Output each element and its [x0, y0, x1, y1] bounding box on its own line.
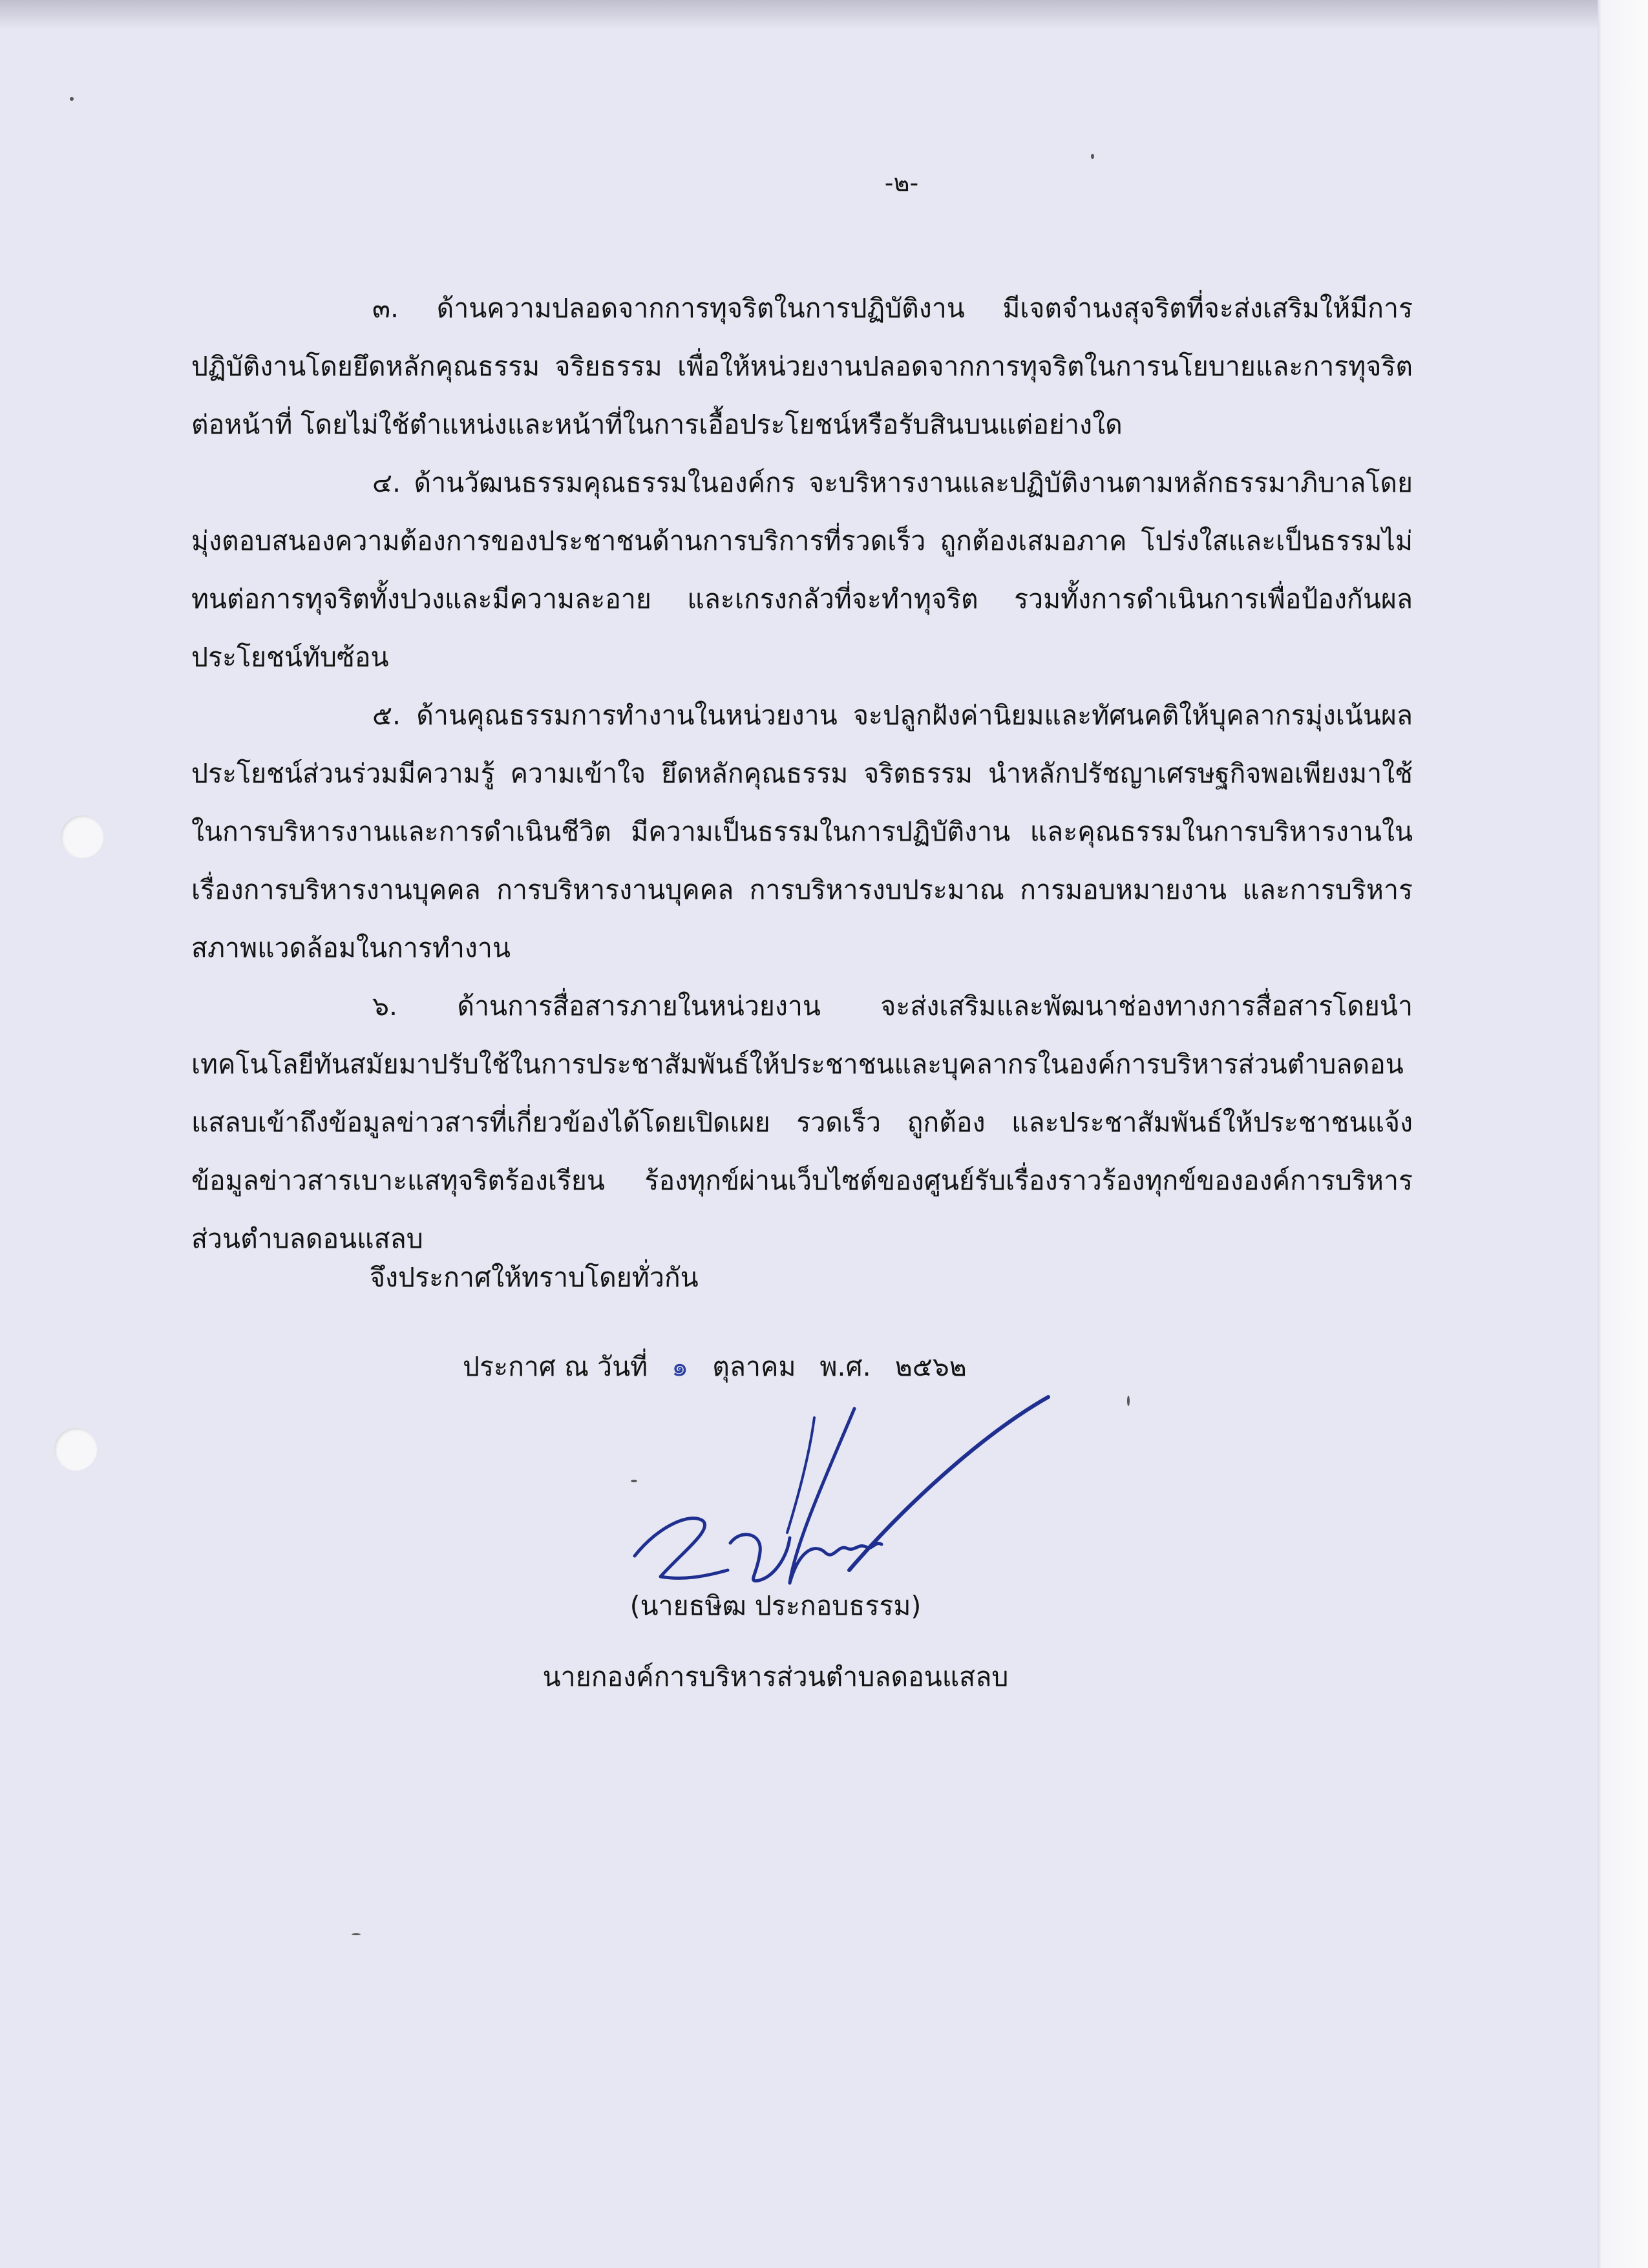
signer-name: (นายธษิฒ ประกอบธรรม) [629, 1590, 922, 1621]
date-day: ๑ [671, 1351, 689, 1382]
scan-speck [1091, 154, 1094, 159]
scan-speck [352, 1933, 361, 1935]
paragraph-4: ๔. ด้านวัฒนธรรมคุณธรรมในองค์กร จะบริหารงานและปฏิบัติงานตามหลักธรรมาภิบาลโดยมุ่งตอบสนองความต้องการของประชาชนด้านการบริการที่รวดเร็ว ถูกต้องเสมอภาค โปร่งใสและเป็นธรรมไม่ทนต่อการทุจริตทั้งปวงและมีความละอาย และเกรงกลัวที่จะทำทุจริต รวมทั้งการดำเนินการเพื่อป้องกันผลประโยชน์ทับซ้อน [191, 467, 1413, 673]
punch-hole [61, 815, 103, 858]
signature-graphic [620, 1383, 1060, 1602]
punch-hole [54, 1428, 97, 1471]
paragraph-3: ๓. ด้านความปลอดจากการทุจริตในการปฏิบัติงาน มีเจตจำนงสุจริตที่จะส่งเสริมให้มีการปฏิบัติงานโดยยึดหลักคุณธรรม จริยธรรม เพื่อให้หน่วยงานปลอดจากการทุจริตในการนโยบายและการทุจริตต่อหน้าที่ โดยไม่ใช้ตำแหน่งและหน้าที่ในการเอื้อประโยชน์หรือรับสินบนแต่อย่างใด [191, 293, 1413, 440]
paragraph-6: ๖. ด้านการสื่อสารภายในหน่วยงาน จะส่งเสริมและพัฒนาช่องทางการสื่อสารโดยนำเทคโนโลยีทันสมัยมาปรับใช้ในการประชาสัมพันธ์ให้ประชาชนและบุคลากรในองค์การบริหารส่วนตำบลดอนแสลบเข้าถึงข้อมูลข่าวสารที่เกี่ยวข้องได้โดยเปิดเผย รวดเร็ว ถูกต้อง และประชาสัมพันธ์ให้ประชาชนแจ้งข้อมูลข่าวสารเบาะแสทุจริตร้องเรียน ร้องทุกข์ผ่านเว็บไซต์ของศูนย์รับเรื่องราวร้องทุกข์ขององค์การบริหารส่วนตำบลดอนแสลบ [191, 991, 1413, 1254]
page-number: -๒- [884, 169, 919, 197]
scan-top-shadow [0, 0, 1598, 30]
date-year: ๒๕๖๒ [894, 1351, 967, 1382]
scan-speck [1127, 1396, 1130, 1406]
document-body [191, 279, 1413, 1268]
announcement-line: จึงประกาศให้ทราบโดยทั่วกัน [370, 1262, 699, 1293]
date-prefix: ประกาศ ณ วันที่ [463, 1351, 648, 1382]
date-month: ตุลาคม [712, 1351, 796, 1382]
scan-page-edge [1598, 0, 1648, 2268]
paragraph-5: ๕. ด้านคุณธรรมการทำงานในหน่วยงาน จะปลูกฝังค่านิยมและทัศนคติให้บุคลากรมุ่งเน้นผลประโยชน์ส่วนร่วมมีความรู้ ความเข้าใจ ยึดหลักคุณธรรม จริตธรรม นำหลักปรัชญาเศรษฐกิจพอเพียงมาใช้ในการบริหารงานและการดำเนินชีวิต มีความเป็นธรรมในการปฏิบัติงาน และคุณธรรมในการบริหารงานในเรื่องการบริหารงานบุคคล การบริหารงานบุคคล การบริหารงบประมาณ การมอบหมายงาน และการบริหารสภาพแวดล้อมในการทำงาน [191, 700, 1413, 963]
scan-speck [70, 97, 74, 101]
signature-stroke [790, 1409, 882, 1583]
date-era: พ.ศ. [819, 1351, 871, 1382]
signer-title: นายกองค์การบริหารส่วนตำบลดอนแสลบ [542, 1661, 1009, 1692]
signature-stroke [730, 1535, 790, 1581]
signature-stroke [635, 1518, 728, 1579]
